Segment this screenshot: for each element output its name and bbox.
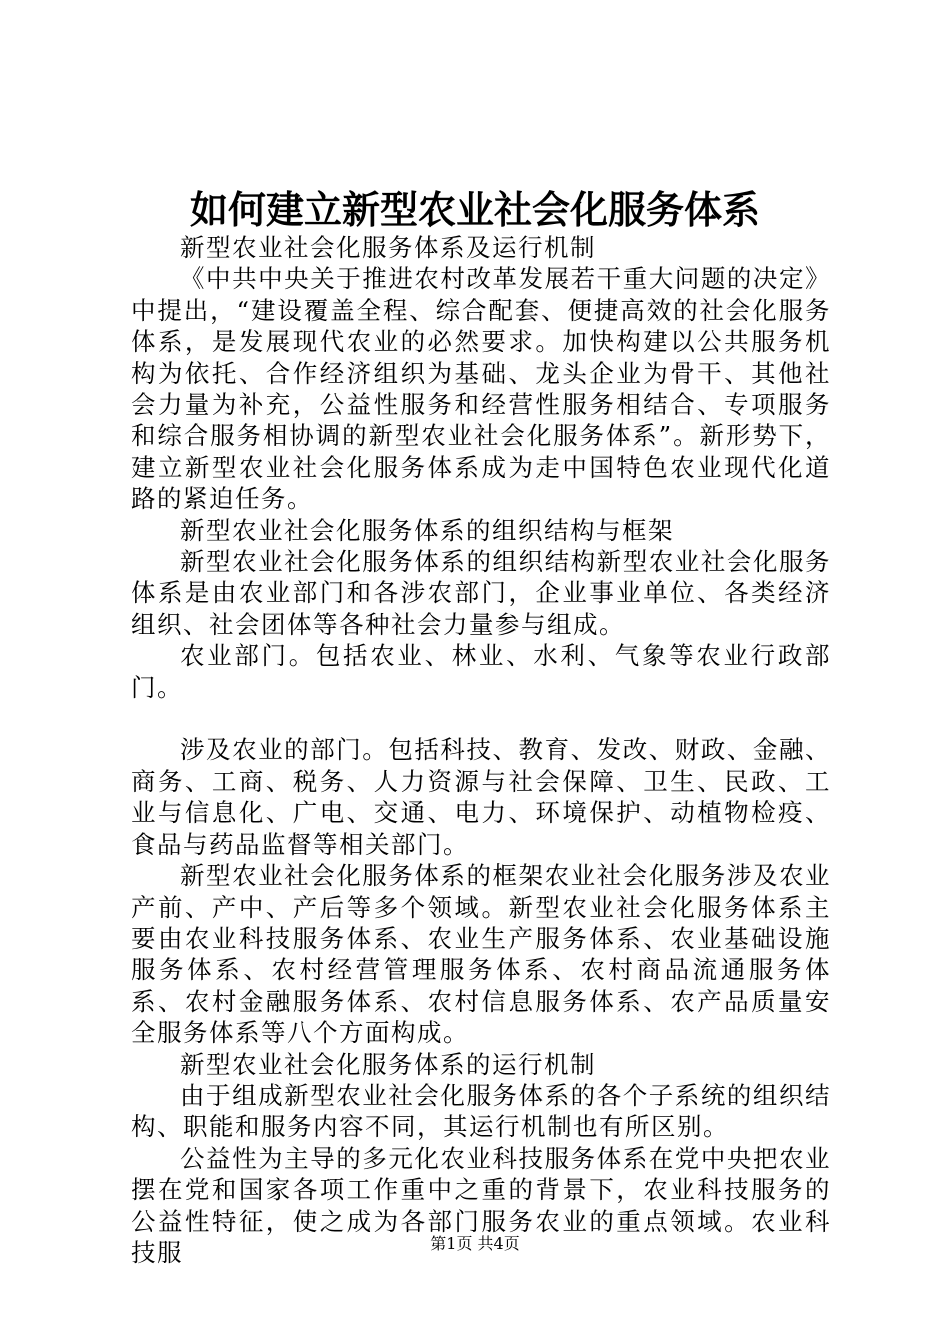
paragraph: 农业部门。包括农业、林业、水利、气象等农业行政部门。: [131, 641, 831, 702]
blank-line: [131, 703, 831, 734]
paragraph: 公益性为主导的多元化农业科技服务体系在党中央把农业摆在党和国家各项工作重中之重的背景下，农业科技服务的公益性特征，使之成为各部门服务农业的重点领域。农业科技服: [131, 1143, 831, 1267]
document-body: [131, 232, 831, 1268]
paragraph: 新型农业社会化服务体系的框架农业社会化服务涉及农业产前、产中、产后等多个领域。新型农业社会化服务体系主要由农业科技服务体系、农业生产服务体系、农业基础设施服务体系、农村经营管理服务体系、农村商品流通服务体系、农村金融服务体系、农村信息服务体系、农产品质量安全服务体系等八个方面构成。: [131, 861, 831, 1048]
paragraph: 新型农业社会化服务体系及运行机制: [180, 233, 596, 262]
paragraph: 新型农业社会化服务体系的运行机制: [180, 1049, 596, 1079]
paragraph: 由于组成新型农业社会化服务体系的各个子系统的组织结构、职能和服务内容不同，其运行机制也有所区别。: [131, 1080, 831, 1142]
document-title: 如何建立新型农业社会化服务体系: [189, 187, 760, 232]
paragraph: 《中共中央关于推进农村改革发展若干重大问题的决定》中提出，“建设覆盖全程、综合配套、便捷高效的社会化服务体系，是发展现代农业的必然要求。加快构建以公共服务机构为依托、合作经济组织为基础、龙头企业为骨干、其他社会力量为补充，公益性服务和经营性服务相结合、专项服务和综合服务相协调的新型农业社会化服务体系”。新形势下，建立新型农业社会化服务体系成为走中国特色农业现代化道路的紧迫任务。: [131, 264, 831, 514]
paragraph: 涉及农业的部门。包括科技、教育、发改、财政、金融、商务、工商、税务、人力资源与社会保障、卫生、民政、工业与信息化、广电、交通、电力、环境保护、动植物检疫、食品与药品监督等相关部门。: [131, 735, 831, 859]
paragraph: 新型农业社会化服务体系的组织结构与框架: [180, 515, 674, 545]
paragraph: 新型农业社会化服务体系的组织结构新型农业社会化服务体系是由农业部门和各涉农部门，企业事业单位、各类经济组织、社会团体等各种社会力量参与组成。: [131, 547, 831, 639]
page-footer: 第1页 共4页: [430, 1234, 520, 1253]
